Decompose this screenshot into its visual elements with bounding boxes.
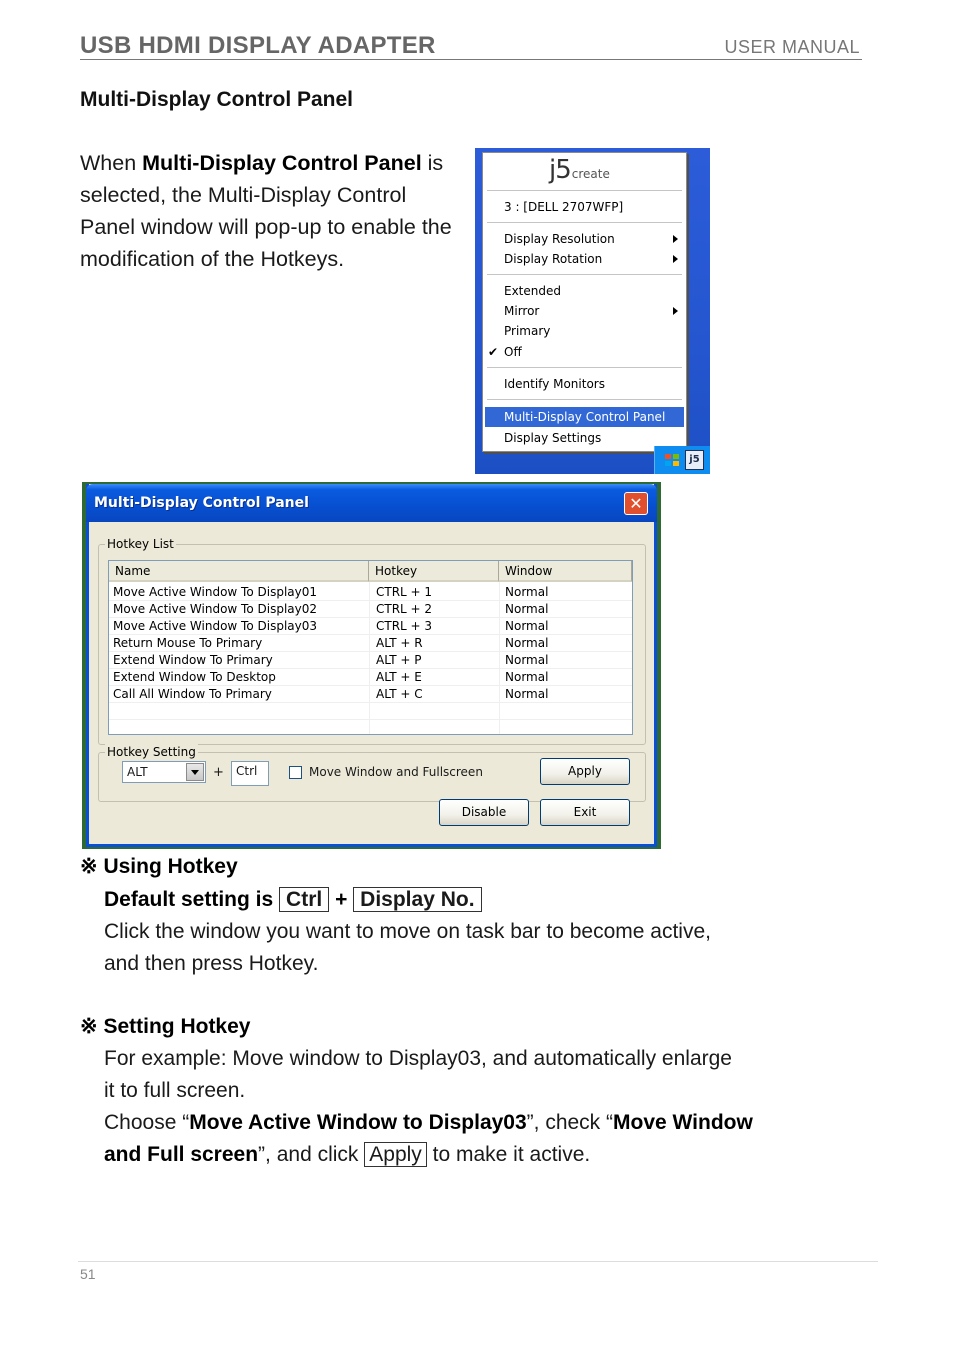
menu-separator bbox=[487, 399, 682, 400]
menu-item-monitor[interactable]: 3 : [DELL 2707WFP] bbox=[504, 200, 624, 214]
setting-hotkey-click-line: and Full screen”, and click Apply to make it active. bbox=[104, 1143, 591, 1166]
system-tray bbox=[654, 446, 710, 474]
column-header-window[interactable]: Window bbox=[499, 561, 632, 582]
setting-hotkey-heading: ※ Setting Hotkey bbox=[80, 1015, 251, 1038]
section-title: Multi-Display Control Panel bbox=[80, 88, 354, 111]
menu-item-identify-monitors[interactable]: Identify Monitors bbox=[504, 377, 605, 391]
table-row-empty bbox=[109, 720, 632, 735]
chevron-down-icon[interactable] bbox=[186, 763, 204, 781]
setting-hotkey-choose-line: Choose “Move Active Window to Display03”, check “Move Window bbox=[104, 1111, 753, 1134]
submenu-arrow-icon bbox=[673, 235, 678, 243]
menu-separator bbox=[487, 367, 682, 368]
hotkey-setting-label: Hotkey Setting bbox=[107, 745, 196, 759]
table-row[interactable]: Return Mouse To Primary ALT + R Normal bbox=[109, 635, 632, 652]
apply-button[interactable]: Apply bbox=[540, 758, 630, 785]
table-row[interactable]: Call All Window To Primary ALT + C Normal bbox=[109, 686, 632, 703]
table-row-empty bbox=[109, 703, 632, 720]
ctrl-key-box: Ctrl bbox=[279, 887, 329, 912]
menu-separator bbox=[487, 190, 682, 191]
tray-context-menu bbox=[482, 152, 687, 452]
column-header-name[interactable]: Name bbox=[109, 561, 369, 582]
using-hotkey-heading: ※ Using Hotkey bbox=[80, 855, 238, 878]
using-hotkey-line1: Click the window you want to move on task bar to become active, bbox=[104, 920, 711, 943]
modifier-select[interactable]: ALT bbox=[122, 761, 206, 783]
plus-label: + bbox=[213, 765, 224, 780]
setting-hotkey-line1: For example: Move window to Display03, and automatically enlarge bbox=[104, 1047, 732, 1070]
default-setting-line: Default setting is Ctrl + Display No. bbox=[104, 884, 482, 916]
menu-separator bbox=[487, 222, 682, 223]
setting-hotkey-line2: it to full screen. bbox=[104, 1079, 246, 1102]
dialog-title: Multi-Display Control Panel bbox=[94, 495, 309, 511]
hotkey-list-group bbox=[98, 537, 646, 745]
intro-bold: Multi-Display Control Panel bbox=[142, 151, 422, 175]
hotkey-list-label: Hotkey List bbox=[107, 537, 174, 551]
menu-item-extended[interactable]: Extended bbox=[504, 284, 561, 298]
close-icon[interactable]: ✕ bbox=[624, 492, 648, 515]
display-no-key-box: Display No. bbox=[353, 887, 481, 912]
table-row[interactable]: Move Active Window To Display02 CTRL + 2 Normal bbox=[109, 601, 632, 618]
intro-paragraph: When Multi-Display Control Panel is selected, the Multi-Display Control Panel window will pop-up to enable the modification of the Hotkeys. bbox=[80, 151, 452, 271]
multi-display-dialog bbox=[86, 484, 657, 847]
menu-item-display-settings[interactable]: Display Settings bbox=[504, 431, 602, 445]
hotkey-key-input[interactable]: Ctrl bbox=[231, 761, 269, 786]
fullscreen-checkbox-label: Move Window and Fullscreen bbox=[309, 765, 483, 779]
network-icon bbox=[664, 452, 680, 468]
j5-tray-icon[interactable]: j5 bbox=[685, 450, 704, 470]
menu-item-off[interactable]: Off bbox=[504, 345, 522, 359]
column-header-hotkey[interactable]: Hotkey bbox=[369, 561, 499, 582]
dialog-screenshot bbox=[82, 482, 661, 849]
table-row[interactable]: Extend Window To Desktop ALT + E Normal bbox=[109, 669, 632, 686]
checkmark-icon: ✔ bbox=[488, 345, 499, 359]
document-type: USER MANUAL bbox=[724, 37, 860, 57]
submenu-arrow-icon bbox=[673, 307, 678, 315]
j5create-logo: j5create bbox=[549, 155, 610, 185]
menu-item-multi-display-control-panel[interactable]: Multi-Display Control Panel bbox=[504, 410, 666, 424]
menu-item-mirror[interactable]: Mirror bbox=[504, 301, 686, 321]
context-menu-screenshot bbox=[475, 148, 710, 474]
page-number: 51 bbox=[80, 1266, 96, 1282]
document-title: USB HDMI DISPLAY ADAPTER bbox=[80, 32, 436, 59]
table-row[interactable]: Move Active Window To Display01 CTRL + 1 Normal bbox=[109, 584, 632, 601]
table-row[interactable]: Extend Window To Primary ALT + P Normal bbox=[109, 652, 632, 669]
footer-divider bbox=[78, 1261, 878, 1262]
table-row[interactable]: Move Active Window To Display03 CTRL + 3 Normal bbox=[109, 618, 632, 635]
submenu-arrow-icon bbox=[673, 255, 678, 263]
menu-item-primary[interactable]: Primary bbox=[504, 324, 551, 338]
using-hotkey-line2: and then press Hotkey. bbox=[104, 952, 319, 975]
menu-item-display-resolution[interactable]: Display Resolution bbox=[504, 229, 686, 249]
page-header bbox=[80, 30, 862, 60]
menu-item-display-rotation[interactable]: Display Rotation bbox=[504, 249, 686, 269]
dialog-title-bar[interactable] bbox=[86, 484, 657, 522]
apply-key-box: Apply bbox=[364, 1142, 427, 1167]
disable-button[interactable]: Disable bbox=[439, 799, 529, 826]
menu-separator bbox=[487, 274, 682, 275]
exit-button[interactable]: Exit bbox=[540, 799, 630, 826]
fullscreen-checkbox[interactable] bbox=[289, 766, 302, 779]
hotkey-list[interactable] bbox=[108, 560, 633, 735]
